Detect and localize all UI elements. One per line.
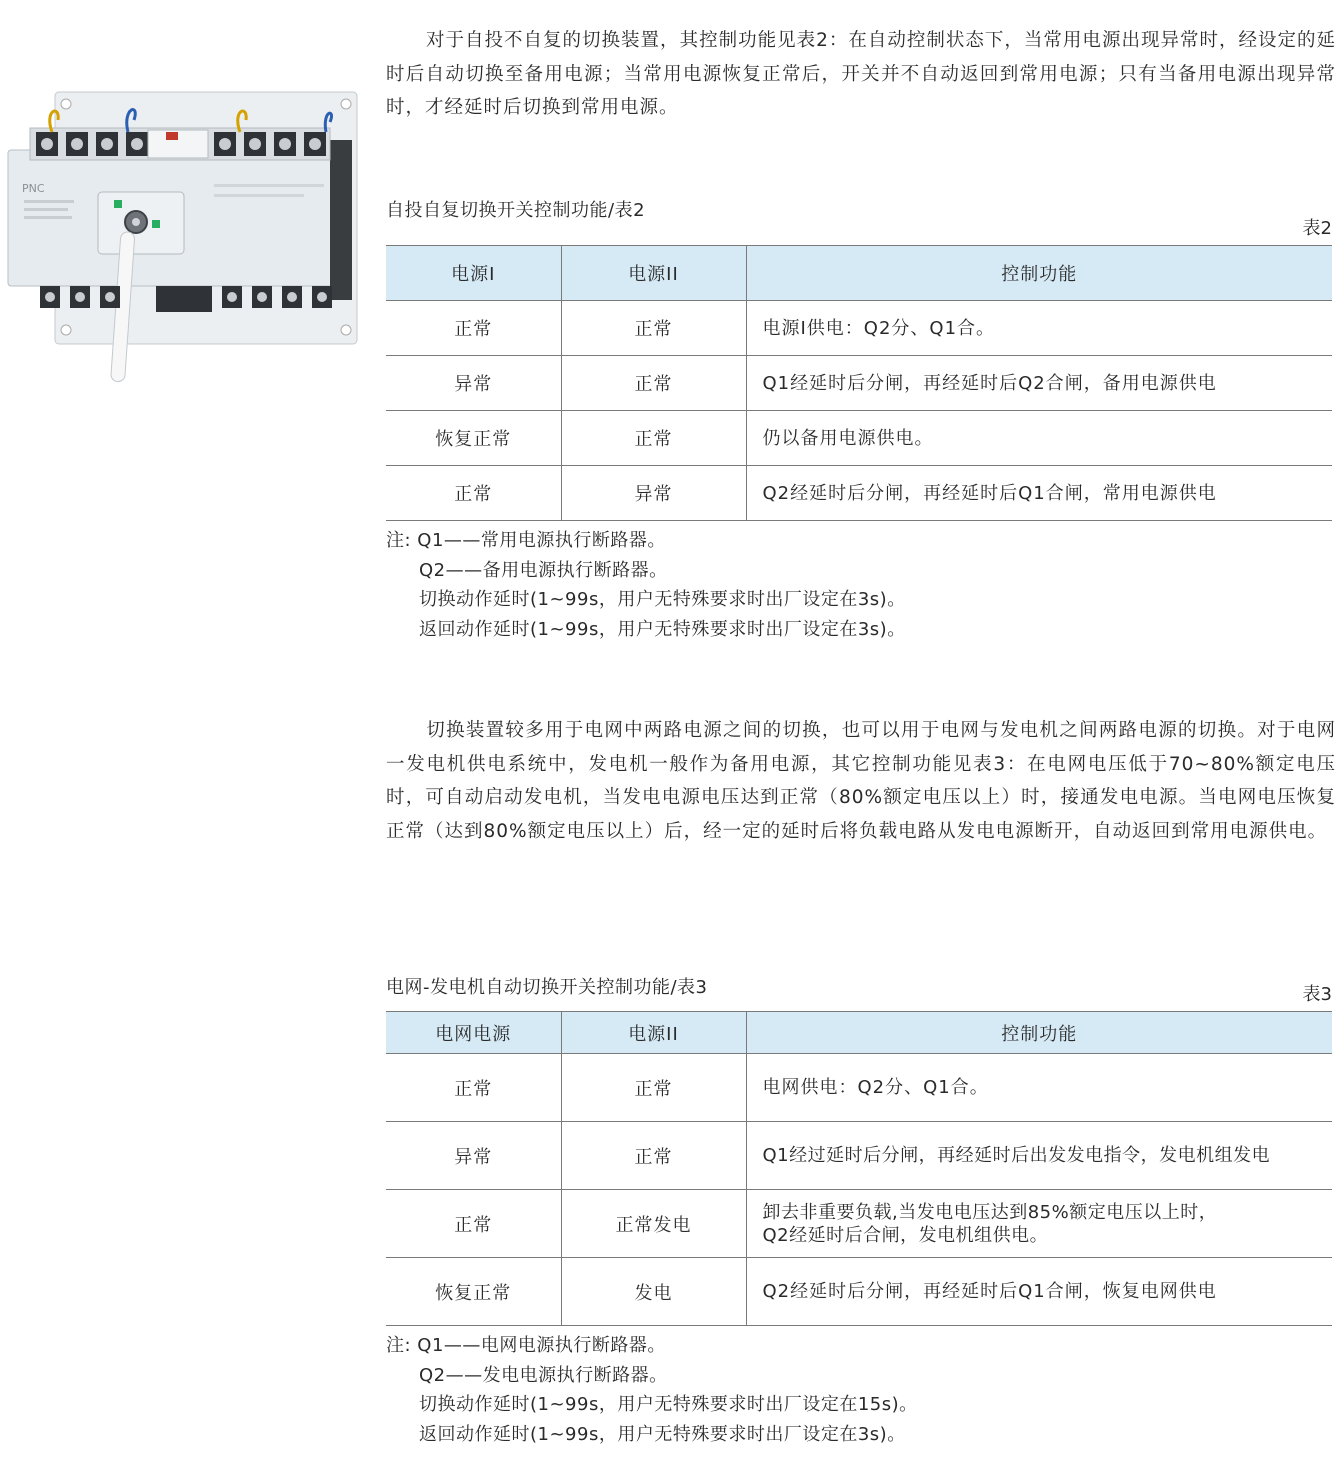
column-header: 控制功能 <box>746 246 1332 301</box>
table-cell: 正常 <box>561 1122 746 1190</box>
table-row <box>386 1054 1332 1122</box>
table2-caption: 自投自复切换开关控制功能/表2 <box>386 200 646 221</box>
table-cell: 正常 <box>561 1054 746 1122</box>
middle-paragraph-text: 切换装置较多用于电网中两路电源之间的切换，也可以用于电网与发电机之间两路电源的切换。对于电网一发电机供电系统中，发电机一般作为备用电源，其它控制功能见表3：在电网电压低于70~80%额定电压时，可自动启动发电机，当发电电源电压达到正常（80%额定电压以上）时，接通发电电源。当电网电压恢复正常（达到80%额定电压以上）后，经一定的延时后将负载电路从发电电源断开，自动返回到常用电源供电。 <box>386 720 1336 842</box>
note-line: 切换动作延时(1~99s，用户无特殊要求时出厂设定在15s)。 <box>419 1394 918 1415</box>
table3-label: 表3 <box>1302 984 1332 1005</box>
note-line: Q2——备用电源执行断路器。 <box>419 559 668 581</box>
column-header: 控制功能 <box>746 1012 1332 1054</box>
table-cell: 卸去非重要负载,当发电电压达到85%额定电压以上时， Q2经延时后合闸，发电机组供电。 <box>746 1190 1332 1258</box>
note-line: 切换动作延时(1~99s，用户无特殊要求时出厂设定在3s)。 <box>419 589 906 610</box>
table-row <box>386 1122 1332 1190</box>
table-cell: 正常发电 <box>561 1190 746 1258</box>
table-row <box>386 466 1332 521</box>
table-header-row <box>386 1012 1332 1054</box>
table-cell: 正常 <box>386 1190 561 1258</box>
svg-text:PNC: PNC <box>22 182 45 195</box>
table-cell: 恢复正常 <box>386 411 561 466</box>
table-cell: 正常 <box>386 301 561 356</box>
table-cell: 正常 <box>386 466 561 521</box>
table-cell: 正常 <box>561 356 746 411</box>
table-cell: 正常 <box>561 301 746 356</box>
table3-caption: 电网-发电机自动切换开关控制功能/表3 <box>386 977 708 998</box>
column-header: 电网电源 <box>386 1012 561 1054</box>
table-cell: Q2经延时后分闸，再经延时后Q1合闸，常用电源供电 <box>746 466 1332 521</box>
table-cell: 异常 <box>386 1122 561 1190</box>
column-header: 电源I <box>386 246 561 301</box>
table2 <box>386 245 1332 521</box>
note-line: 返回动作延时(1~99s，用户无特殊要求时出厂设定在3s)。 <box>419 618 906 640</box>
intro-paragraph-text: 对于自投不自复的切换装置，其控制功能见表2：在自动控制状态下，当常用电源出现异常时，经设定的延时后自动切换至备用电源；当常用电源恢复正常后，开关并不自动返回到常用电源；只有当备用电源出现异常时，才经延时后切换到常用电源。 <box>386 30 1336 118</box>
table2-label: 表2 <box>1302 218 1332 239</box>
table-header-row <box>386 246 1332 301</box>
table-cell: Q1经过延时后分闸，再经延时后出发发电指令，发电机组发电 <box>746 1122 1332 1190</box>
note-line: 注: Q1——电网电源执行断路器。 <box>386 1335 666 1356</box>
product-image <box>0 80 370 400</box>
note-line: 返回动作延时(1~99s，用户无特殊要求时出厂设定在3s)。 <box>419 1423 906 1445</box>
table-cell: 发电 <box>561 1258 746 1326</box>
table-row <box>386 1258 1332 1326</box>
table-cell: Q2经延时后分闸，再经延时后Q1合闸，恢复电网供电 <box>746 1258 1332 1326</box>
table-cell: 电源I供电：Q2分、Q1合。 <box>746 301 1332 356</box>
table3-notes <box>386 1331 918 1449</box>
column-header: 电源II <box>561 1012 746 1054</box>
table2-notes <box>386 526 906 644</box>
table-cell: 异常 <box>561 466 746 521</box>
table-cell: 恢复正常 <box>386 1258 561 1326</box>
note-line: 注: Q1——常用电源执行断路器。 <box>386 530 666 551</box>
intro-paragraph <box>386 24 1336 125</box>
table-cell: 仍以备用电源供电。 <box>746 411 1332 466</box>
middle-paragraph <box>386 714 1336 848</box>
table-cell: Q1经延时后分闸，再经延时后Q2合闸，备用电源供电 <box>746 356 1332 411</box>
table-cell: 正常 <box>386 1054 561 1122</box>
table3 <box>386 1011 1332 1326</box>
table-row <box>386 356 1332 411</box>
table-cell: 电网供电：Q2分、Q1合。 <box>746 1054 1332 1122</box>
table-cell: 正常 <box>561 411 746 466</box>
table-cell: 异常 <box>386 356 561 411</box>
table-row <box>386 301 1332 356</box>
note-line: Q2——发电电源执行断路器。 <box>419 1364 668 1386</box>
table-row <box>386 411 1332 466</box>
table-row <box>386 1190 1332 1258</box>
column-header: 电源II <box>561 246 746 301</box>
